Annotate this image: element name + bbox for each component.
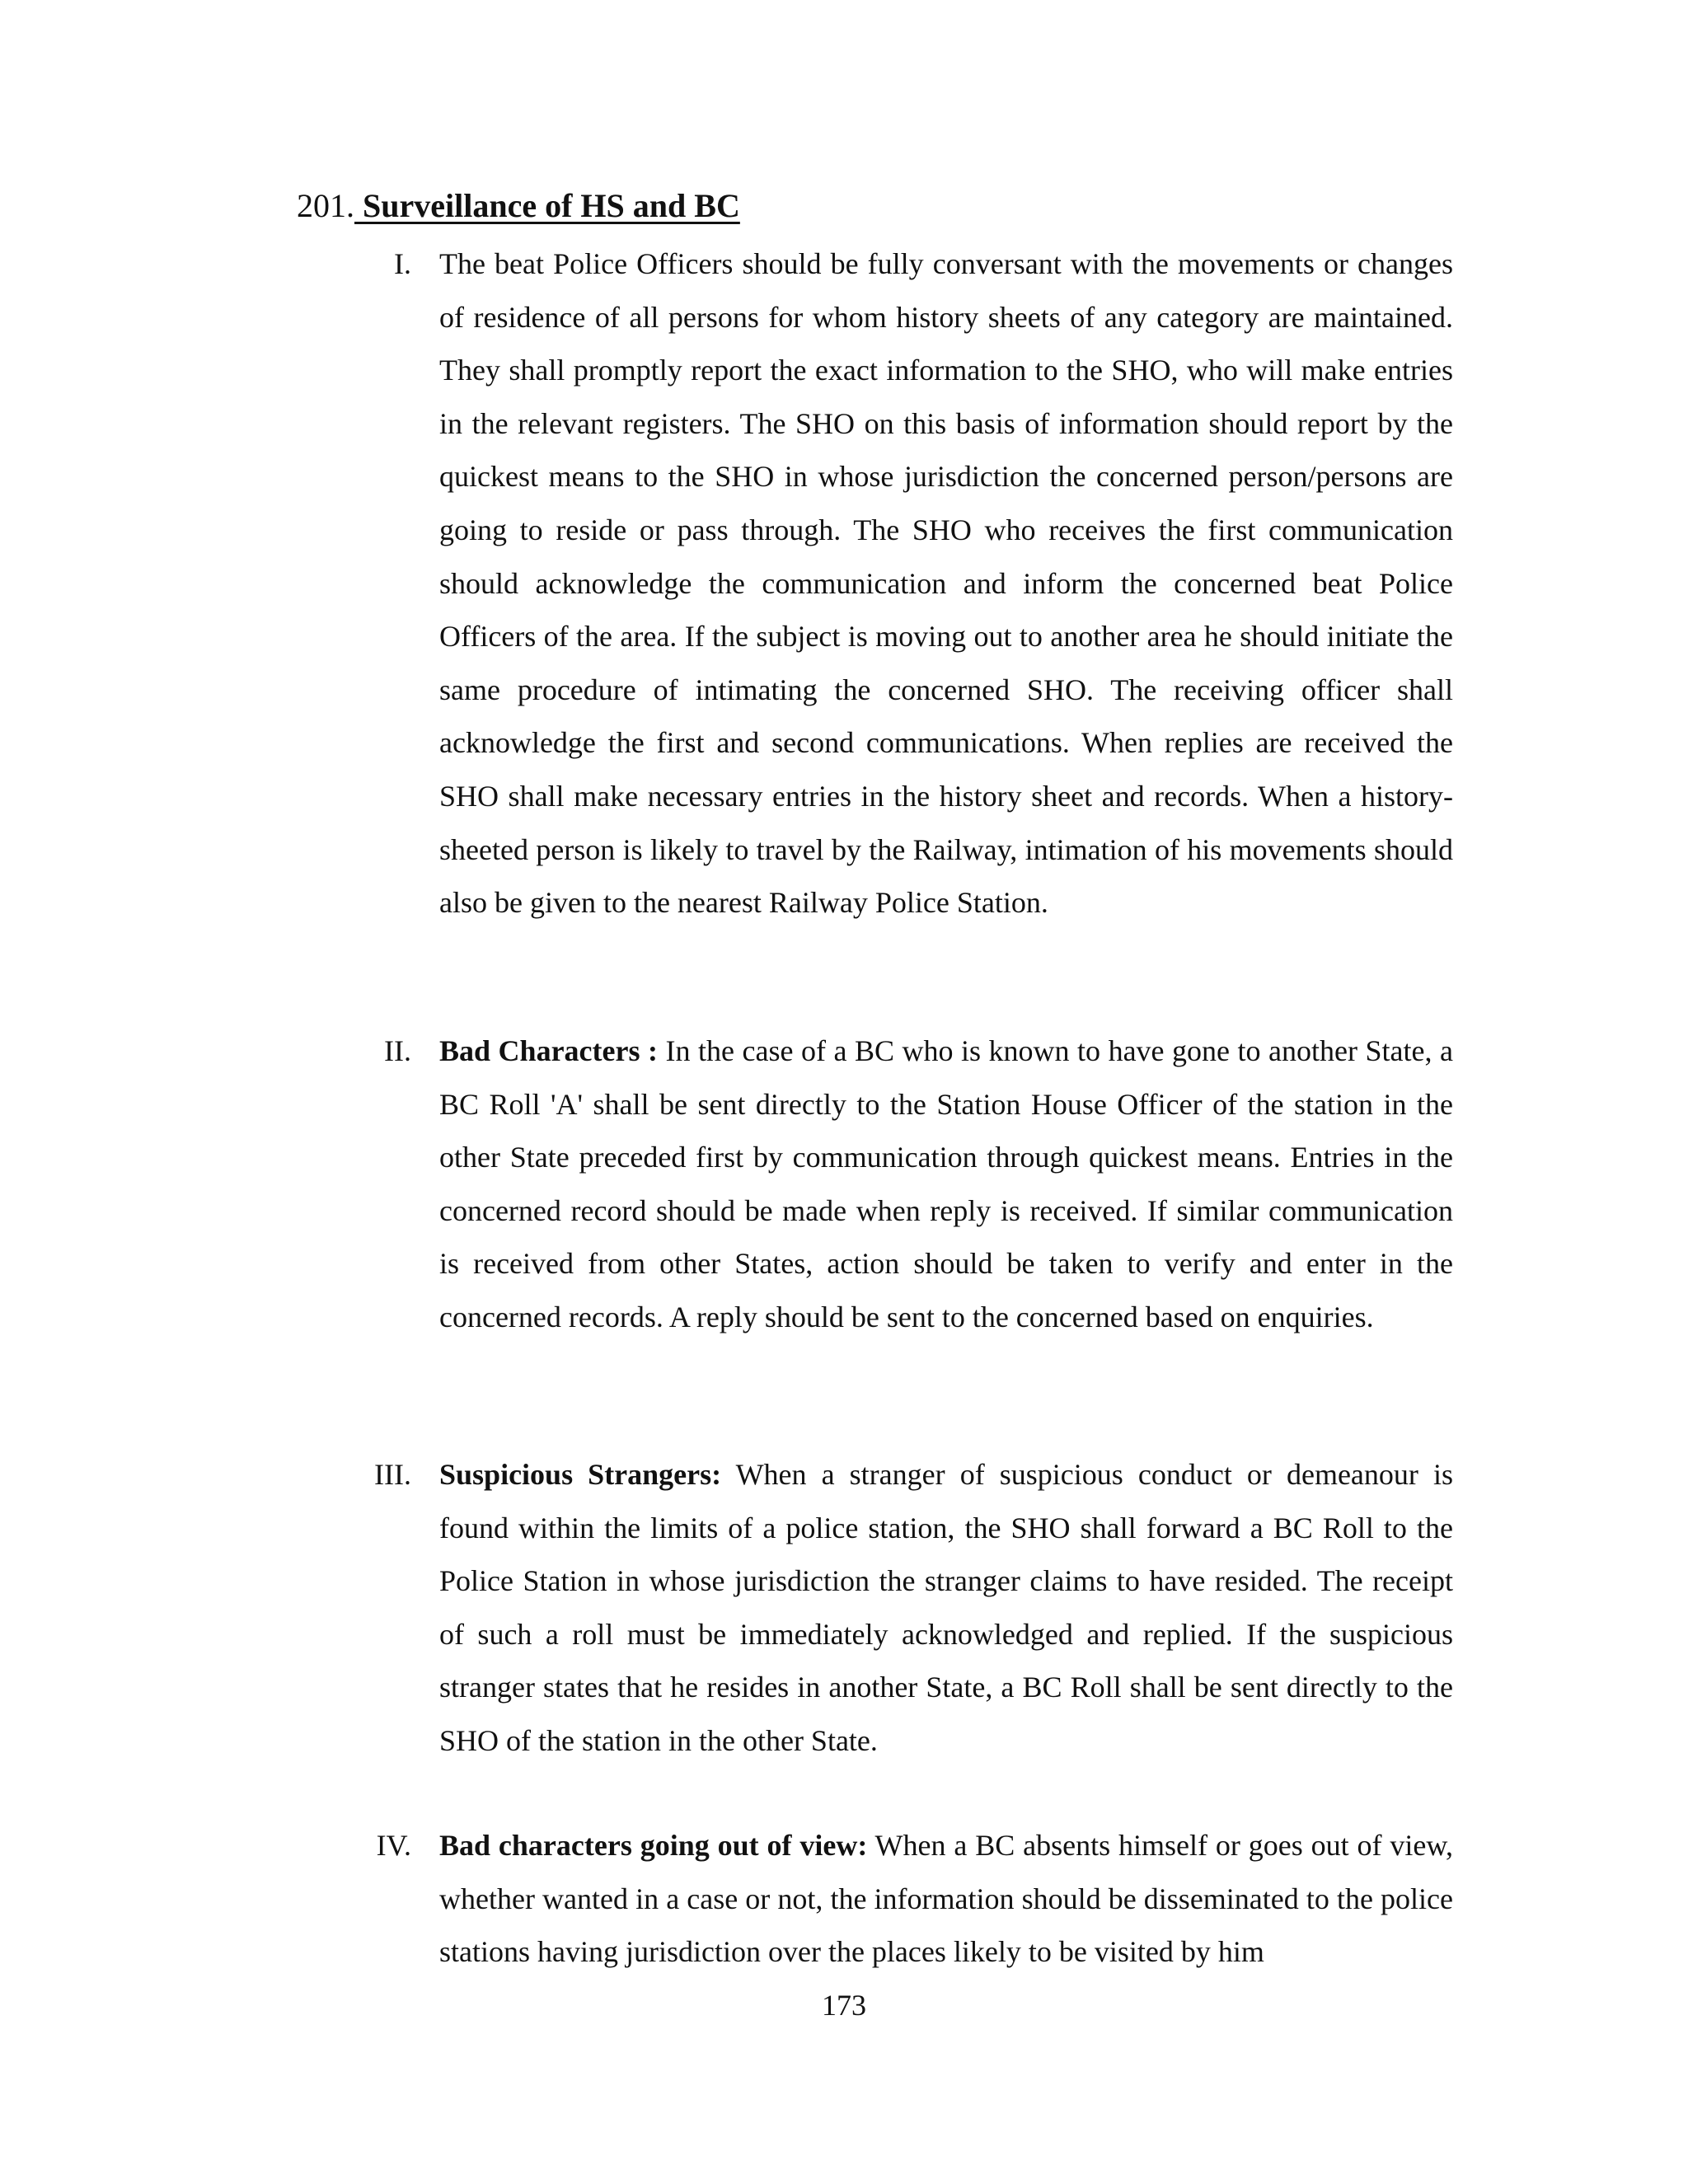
roman-numeral: II.: [384, 1034, 411, 1067]
paragraph-text: When a stranger of suspicious conduct or demeanour is found within the limits of a police station, the SHO shall forward a BC Roll to the Police Station in whose jurisdiction the stranger claims to have resided. The receipt of such a roll must be immediately acknowledged and replied. If the suspicious stranger states that he resides in another State, a BC Roll shall be sent directly to the SHO of the station in the other State.: [439, 1458, 1453, 1757]
roman-numeral: III.: [374, 1458, 411, 1491]
paragraph-item-4: [376, 1819, 1453, 1979]
paragraph-item-3: [374, 1448, 1453, 1768]
section-heading: [297, 183, 740, 229]
paragraph-text: When a BC absents himself or goes out of view, whether wanted in a case or not, the information should be disseminated to the police stations having jurisdiction over the places likely to be visited by him: [439, 1829, 1453, 1969]
paragraph-text: In the case of a BC who is known to have gone to another State, a BC Roll 'A' shall be sent directly to the Station House Officer of the station in the other State preceded first by communication through quickest means. Entries in the concerned record should be made when reply is received. If similar communication is received from other States, action should be taken to verify and enter in the concerned records. A reply should be sent to the concerned based on enquiries.: [439, 1034, 1453, 1333]
paragraph-item-2: [384, 1024, 1453, 1344]
roman-numeral: IV.: [376, 1829, 411, 1862]
roman-numeral: I.: [394, 247, 411, 280]
paragraph-lead: Bad Characters :: [439, 1034, 658, 1067]
paragraph-lead: Suspicious Strangers:: [439, 1458, 722, 1491]
paragraph-item-1: [394, 237, 1453, 930]
paragraph-lead: Bad characters going out of view:: [439, 1829, 868, 1862]
section-number: 201.: [297, 187, 354, 224]
page-number: 173: [822, 1989, 866, 2022]
paragraph-text: The beat Police Officers should be fully conversant with the movements or changes of residence of all persons for whom history sheets of any category are maintained. They shall promptly report the exact information to the SHO, who will make entries in the relevant registers. The SHO on this basis of information should report by the quickest means to the SHO in whose jurisdiction the concerned person/persons are going to reside or pass through. The SHO who receives the first communication should acknowledge the communication and inform the concerned beat Police Officers of the area. If the subject is moving out to another area he should initiate the same procedure of intimating the concerned SHO. The receiving officer shall acknowledge the first and second communications. When replies are received the SHO shall make necessary entries in the history sheet and records. When a history-sheeted person is likely to travel by the Railway, intimation of his movements should also be given to the nearest Railway Police Station.: [439, 247, 1453, 920]
section-title: Surveillance of HS and BC: [354, 187, 740, 224]
